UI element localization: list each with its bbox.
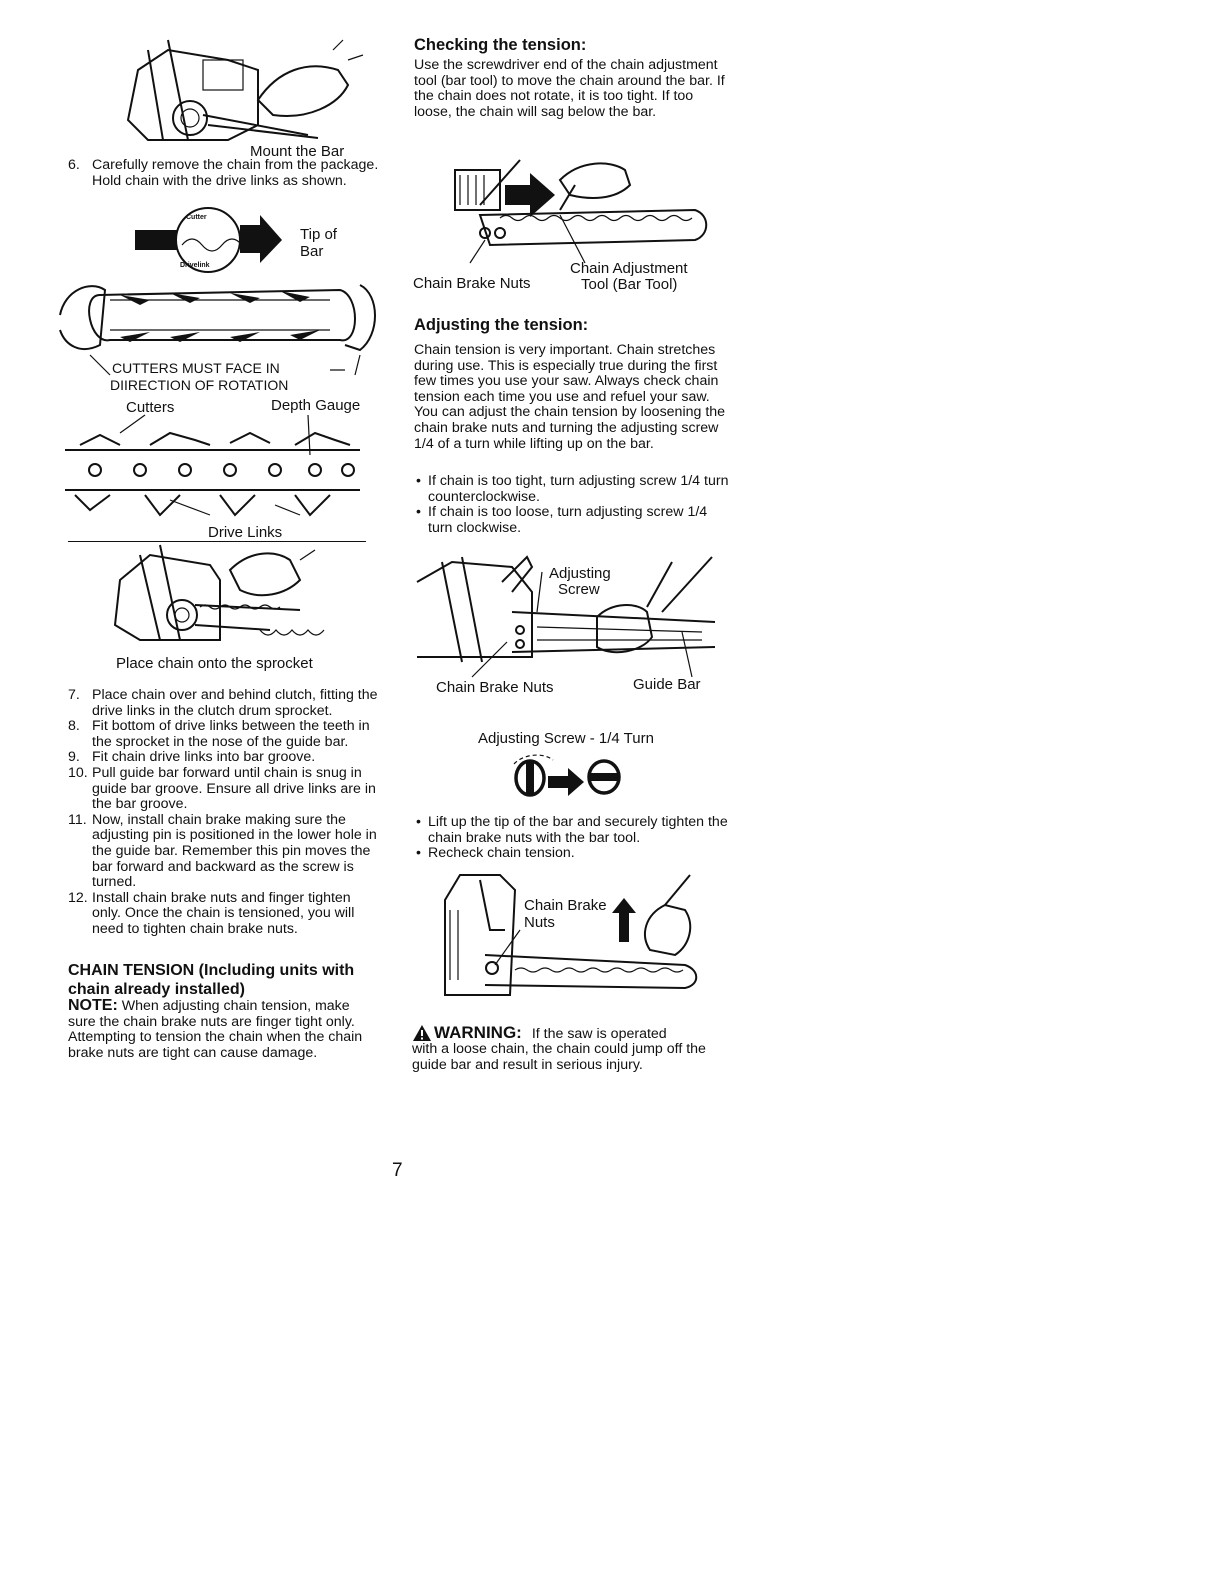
step-text: Fit chain drive links into bar groove. [92,749,316,766]
step-number: 8. [68,718,80,735]
step-text: Install chain brake nuts and finger tighten only. Once the chain is tensioned, you will need to tighten chain brake nuts. [92,889,355,937]
step-text: Fit bottom of drive links between the teeth in the sprocket in the nose of the guide bar. [92,718,370,750]
warning-text-first: If the saw is operated [531,1026,667,1042]
caption-quarter-turn: Adjusting Screw - 1/4 Turn [478,730,654,747]
step-9 [68,750,380,766]
warning-label: WARNING: [434,1023,522,1042]
warning-row [412,1024,732,1042]
label-tip-of: Tip of [300,226,337,243]
label-screw: Screw [558,581,600,598]
label-chain-brake-nuts-2: Chain Brake Nuts [436,679,554,696]
turn-arrow-icon [548,768,584,796]
label-lift-chain-brake: Chain Brake [524,897,607,914]
step-7 [68,688,380,719]
label-guide-bar: Guide Bar [633,676,701,693]
bullet-dot: • [416,504,421,521]
heading-adjusting-tension: Adjusting the tension: [414,316,589,334]
step-10 [68,766,380,813]
step-12 [68,891,380,938]
note-block [68,998,380,1061]
quarter-turn-illustration [508,750,648,800]
step-text: Carefully remove the chain from the package. Hold chain with the drive links as shown. [92,157,379,189]
adjusting-text: Chain tension is very important. Chain stretches during use. This is especially true during the first few times you use your saw. Always check chain tension each time you use and refuel your saw. You can adjust the chain tension by loosening the chain brake nuts and turning the adjusting screw 1/4 of a turn while lifting up on the bar. [414,342,726,452]
push-arrow [505,173,555,217]
heading-checking-tension: Checking the tension: [414,36,587,54]
figure-quarter-turn [508,750,648,800]
bullet-text: Lift up the tip of the bar and securely tighten the chain brake nuts with the bar tool. [428,814,728,846]
bullet-too-tight [414,474,732,505]
bullets-tight-loose [414,474,732,536]
step-number: 12. [68,889,88,906]
step-8 [68,719,380,750]
bullet-recheck [414,846,732,862]
caption-cutters-face: CUTTERS MUST FACE IN [112,360,280,376]
lift-bar-illustration [440,870,715,1000]
bullet-dot: • [416,814,421,830]
step-number: 11. [68,811,87,828]
warning-text-rest: with a loose chain, the chain could jump off the guide bar and result in serious injury. [412,1041,706,1073]
step-number: 6. [68,157,80,173]
step-number: 7. [68,687,80,703]
bullet-text: If chain is too loose, turn adjusting screw 1/4 turn clockwise. [428,504,708,536]
label-drive-links: Drive Links [208,524,283,541]
label-chain-adjustment: Chain Adjustment [570,260,688,277]
step-11 [68,813,380,891]
badge-drivelink-label: Drivelink [180,262,210,269]
label-depth-gauge: Depth Gauge [271,397,361,414]
step-text: Place chain over and behind clutch, fitting the drive links in the clutch drum sprocket. [92,687,378,719]
step-6 [68,158,380,189]
lift-up-arrow [612,898,636,942]
divider-line [68,541,366,542]
warning-block [412,1024,732,1073]
figure-check-tension [450,155,710,265]
checking-text: Use the screwdriver end of the chain adjustment tool (bar tool) to move the chain around the bar. If the chain does not rotate, it is too tight. If too loose, the chain will sag below the bar. [414,57,725,120]
arrow-tail-left [135,230,180,250]
badge-cutter-label: Cutter [186,214,207,221]
step-number: 10. [68,764,88,781]
figure-chain-detail [60,415,370,525]
step-number: 9. [68,749,80,766]
sprocket-illustration [100,545,350,650]
label-cutters: Cutters [126,399,175,416]
label-chain-brake-nuts: Chain Brake Nuts [413,275,531,292]
check-tension-illustration [450,155,710,265]
warning-icon [412,1024,432,1042]
chain-detail-illustration [60,415,370,525]
bullet-text: If chain is too tight, turn adjusting screw 1/4 turn counterclockwise. [428,473,729,505]
label-bar-tool: Tool (Bar Tool) [581,276,678,293]
bullet-dot: • [416,845,421,862]
bullet-lift-tip [414,815,732,846]
note-label: NOTE: [68,997,118,1014]
page-number: 7 [392,1160,403,1181]
step-text: Pull guide bar forward until chain is snug in guide bar groove. Ensure all drive links are in the bar groove. [92,764,376,813]
figure-lift-bar [440,870,715,1000]
step-text: Now, install chain brake making sure the adjusting pin is positioned in the lower hole in the guide bar. Remember this pin moves the bar forward and backward as the screw is turned. [92,811,377,891]
bullet-dot: • [416,473,421,489]
note-text: When adjusting chain tension, make sure the chain brake nuts are finger tight only. Attempting to tension the chain when the chain brake nuts are tight can cause damage. [68,998,363,1061]
caption-direction-rotation: DIIRECTION OF ROTATION [110,377,289,393]
label-adjusting: Adjusting [549,565,611,582]
caption-place-chain: Place chain onto the sprocket [116,655,313,672]
rotation-arrow [240,215,282,263]
caption-mount-bar: Mount the Bar [250,143,345,160]
steps-7-12 [68,688,380,938]
bullet-text: Recheck chain tension. [428,845,575,862]
figure-mount-bar [108,30,368,148]
bullet-too-loose [414,505,732,536]
label-lift-nuts: Nuts [524,914,555,931]
step-item [68,158,380,189]
heading-chain-tension: CHAIN TENSION (Including units with chain already installed) [68,962,355,998]
figure-sprocket [100,545,350,650]
mount-bar-illustration [108,30,368,148]
label-bar: Bar [300,243,324,260]
bullets-lift-recheck [414,815,732,862]
